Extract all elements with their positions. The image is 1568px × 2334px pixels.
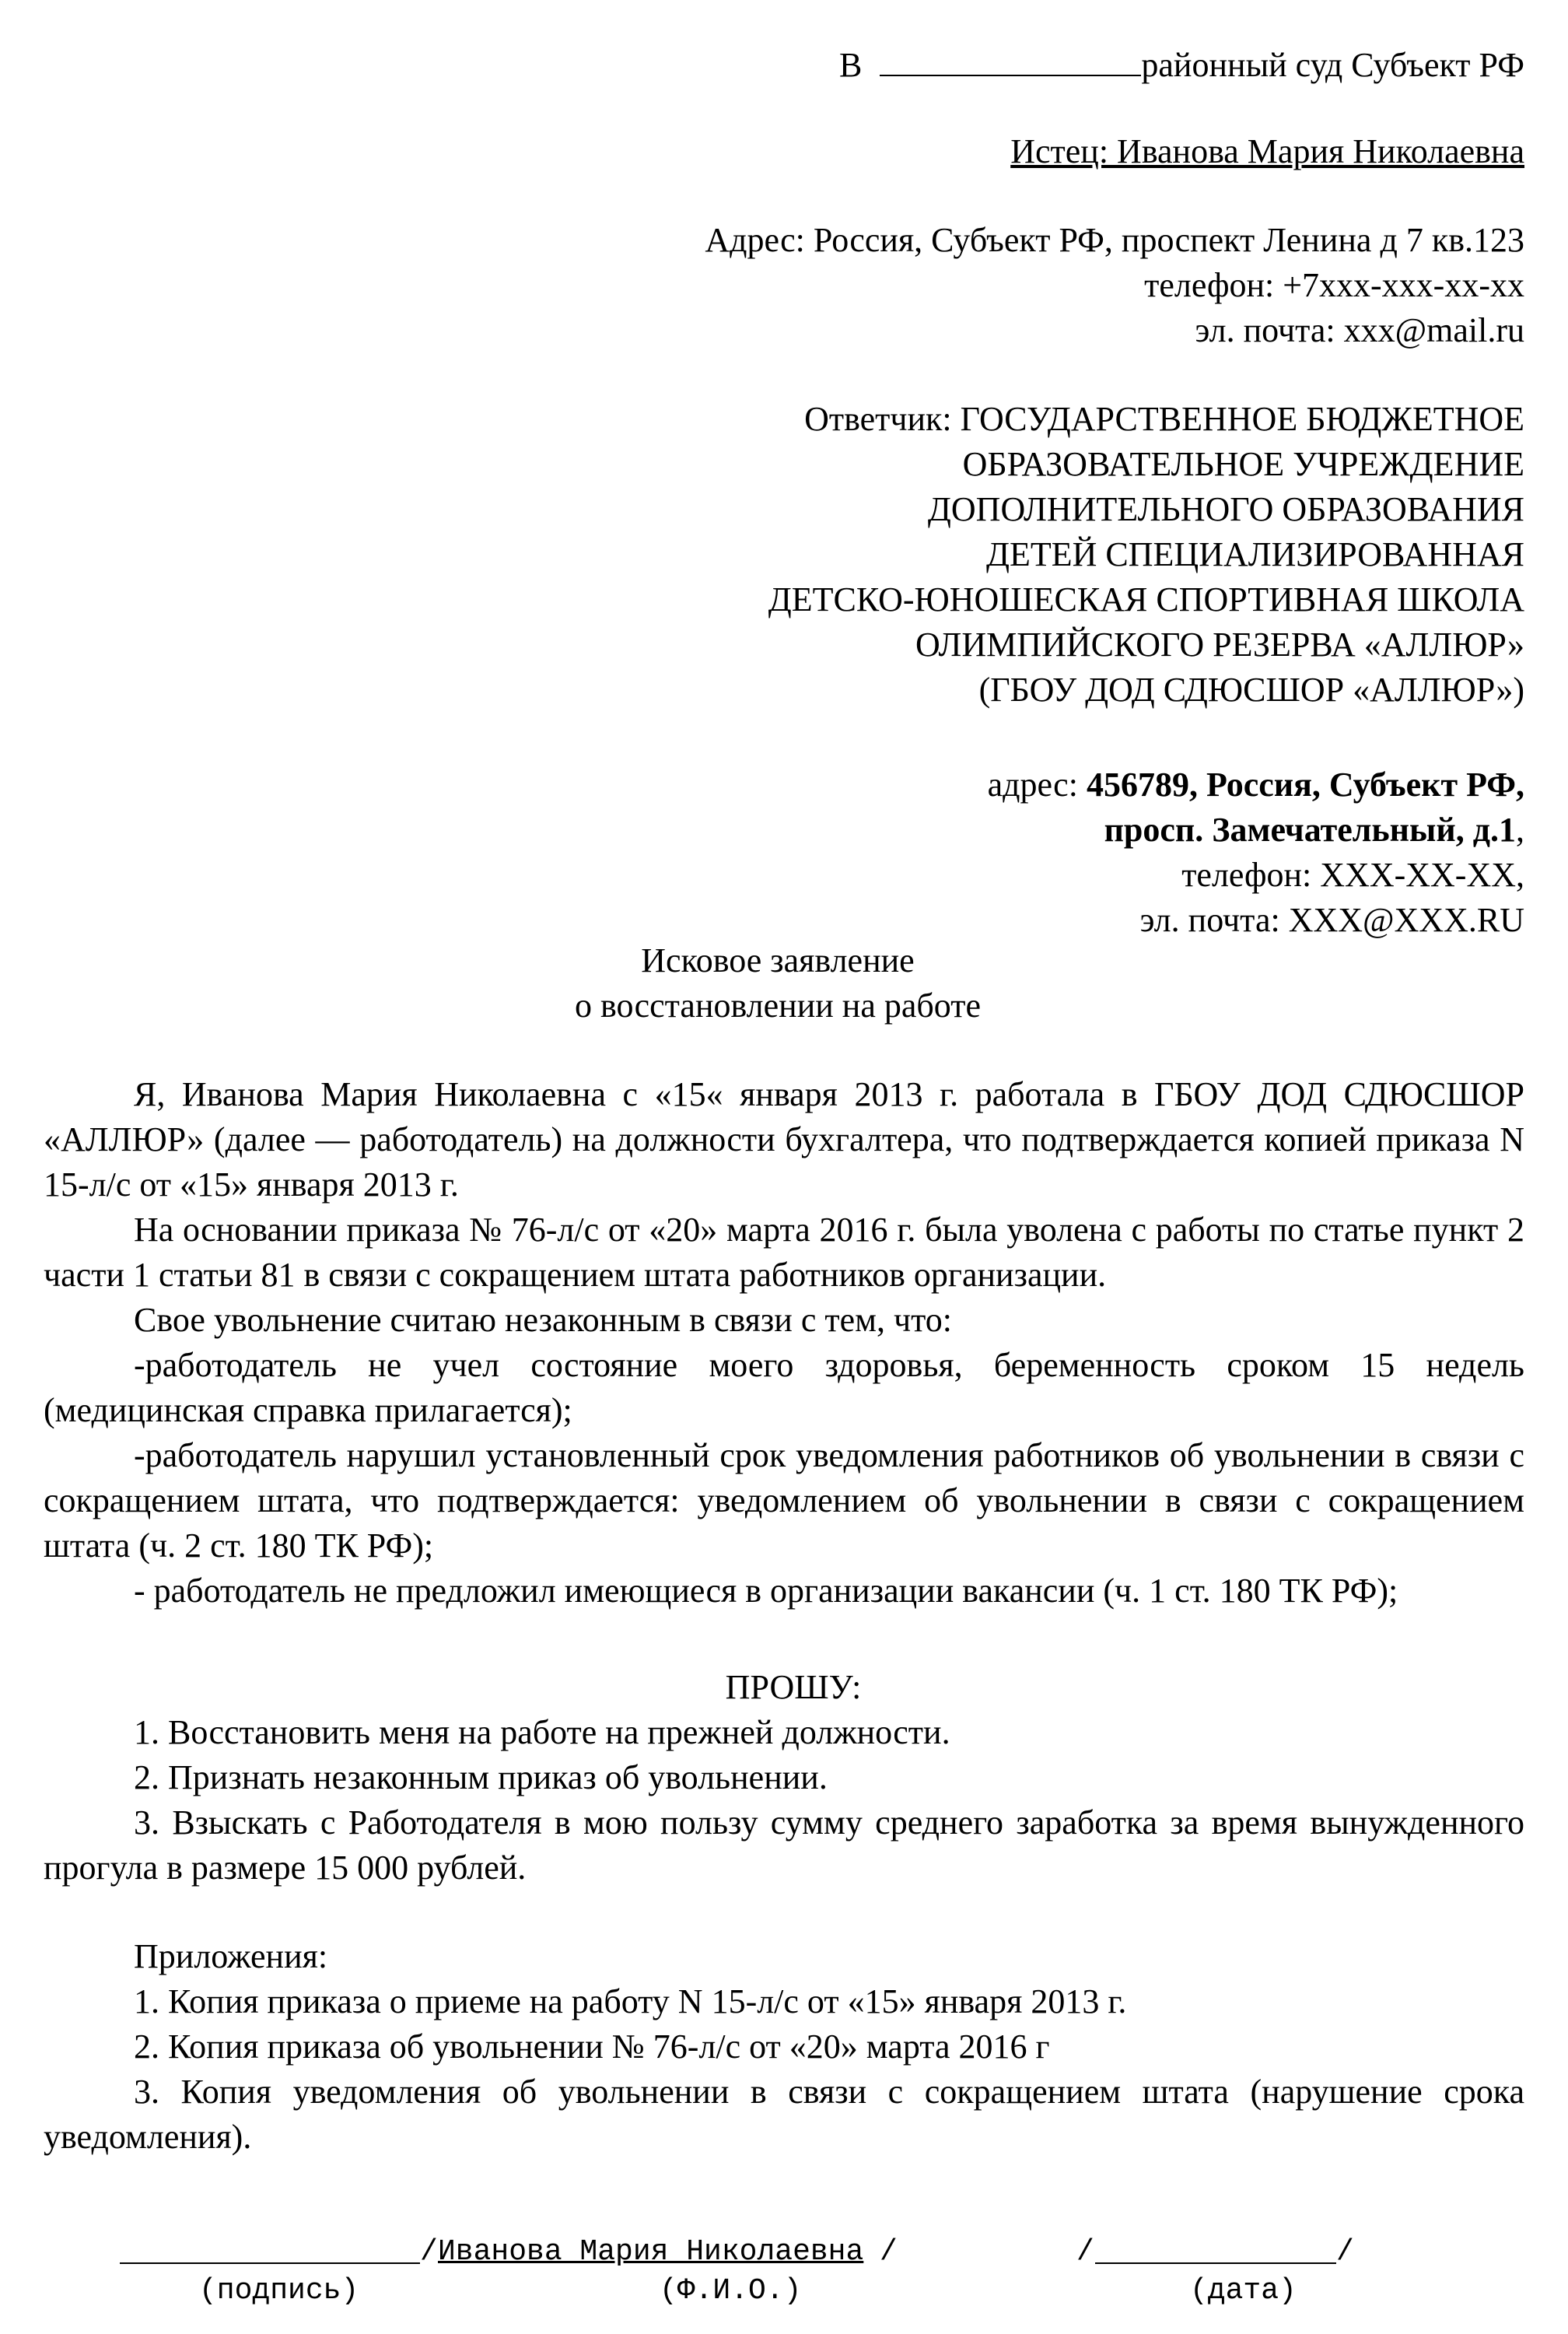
court-prefix: В (839, 46, 863, 84)
signature-slash-4: / (1336, 2235, 1354, 2269)
date-blank (1095, 2231, 1336, 2264)
attachment-item-2: 2. Копия приказа об увольнении № 76-л/с от «20» марта 2016 г (134, 2027, 1050, 2066)
defendant-email: эл. почта: ХХХ@ХХХ.RU (1139, 901, 1524, 939)
attachments-list (44, 1934, 1524, 2160)
court-name: районный суд Субъект РФ (1141, 46, 1524, 84)
date-label: (дата) (1190, 2274, 1297, 2308)
signature-slash-3: / (1076, 2235, 1094, 2269)
court-blank (880, 40, 1141, 76)
defendant-contacts (988, 762, 1524, 943)
signature-slash-1: / (420, 2235, 438, 2269)
defendant-line-4: ДЕТЕЙ СПЕЦИАЛИЗИРОВАННАЯ (986, 535, 1524, 573)
name-label: (Ф.И.О.) (660, 2274, 802, 2308)
attachment-item-3: 3. Копия уведомления об увольнении в связи с сокращением штата (нарушение срока уведомления). (44, 2073, 1524, 2156)
signature-label: (подпись) (199, 2274, 359, 2308)
request-list (44, 1710, 1524, 1891)
defendant-address-line-2 (988, 808, 1524, 853)
body-paragraph-2: На основании приказа № 76-л/с от «20» марта 2016 г. была уволена с работы по статье пункт 2 части 1 статьи 81 в связи с сокращением штата работников организации. (44, 1211, 1524, 1294)
plaintiff-email: эл. почта: ххх@mail.ru (1195, 311, 1524, 349)
body-paragraph-1: Я, Иванова Мария Николаевна с «15« января 2013 г. работала в ГБОУ ДОД СДЮСШОР «АЛЛЮР» (далее — работодатель) на должности бухгалтера, что подтверждается копией приказа N 15-л/с от «15» января 2013 г. (44, 1075, 1524, 1204)
request-item-2: 2. Признать незаконным приказ об увольнении. (134, 1758, 828, 1796)
plaintiff-phone: телефон: +7ххх-ххх-хх-хх (1144, 266, 1524, 304)
defendant-line-3: ДОПОЛНИТЕЛЬНОГО ОБРАЗОВАНИЯ (927, 490, 1524, 528)
body-paragraph-3: Свое увольнение считаю незаконным в связи с тем, что: (134, 1301, 952, 1339)
body-paragraph-5: -работодатель нарушил установленный срок уведомления работников об увольнении в связи с сокращением штата, что подтверждается: уведомлением об увольнении в связи с сокращением штата (ч. 2 ст. 180 ТК РФ); (44, 1436, 1524, 1565)
request-item-1: 1. Восстановить меня на работе на прежней должности. (134, 1713, 950, 1751)
signature-blank (120, 2231, 420, 2264)
defendant-line-5: ДЕТСКО-ЮНОШЕСКАЯ СПОРТИВНАЯ ШКОЛА (768, 580, 1524, 619)
title-line-1: Исковое заявление (641, 941, 915, 980)
defendant-address-bold-1: 456789, Россия, Субъект РФ, (1086, 766, 1524, 804)
defendant-address-label: адрес: (987, 766, 1087, 804)
plaintiff-name: Истец: Иванова Мария Николаевна (1010, 132, 1524, 170)
plaintiff-block (1010, 129, 1524, 174)
defendant-line-7: (ГБОУ ДОД СДЮСШОР «АЛЛЮР») (978, 671, 1524, 709)
claim-body (44, 1072, 1524, 1614)
request-heading: ПРОШУ: (725, 1668, 862, 1706)
body-paragraph-6: - работодатель не предложил имеющиеся в организации вакансии (ч. 1 ст. 180 ТК РФ); (134, 1572, 1398, 1610)
defendant-line-1: Ответчик: ГОСУДАРСТВЕННОЕ БЮДЖЕТНОЕ (804, 400, 1524, 438)
plaintiff-contacts (705, 218, 1524, 353)
title-line-2: о восстановлении на работе (575, 987, 981, 1025)
attachment-item-1: 1. Копия приказа о приеме на работу N 15-л/с от «15» января 2013 г. (134, 1982, 1127, 2020)
defendant-address-comma: , (1516, 811, 1524, 849)
defendant-address-line-1 (988, 762, 1524, 808)
defendant-phone: телефон: ХХХ-ХХ-ХХ, (1181, 856, 1524, 894)
defendant-address-bold-2: просп. Замечательный, д.1 (1104, 811, 1516, 849)
document-title (482, 938, 1073, 1029)
defendant-block (768, 397, 1524, 713)
request-item-3: 3. Взыскать с Работодателя в мою пользу сумму среднего заработка за время вынужденного прогула в размере 15 000 рублей. (44, 1803, 1524, 1887)
court-line (839, 40, 1524, 88)
defendant-line-6: ОЛИМПИЙСКОГО РЕЗЕРВА «АЛЛЮР» (915, 626, 1524, 664)
signature-slash-2: / (880, 2235, 898, 2269)
plaintiff-address: Адрес: Россия, Субъект РФ, проспект Ленина д 7 кв.123 (705, 221, 1524, 259)
body-paragraph-4: -работодатель не учел состояние моего здоровья, беременность сроком 15 недель (медицинская справка прилагается); (44, 1346, 1524, 1429)
defendant-line-2: ОБРАЗОВАТЕЛЬНОЕ УЧРЕЖДЕНИЕ (962, 445, 1524, 483)
attachments-heading: Приложения: (134, 1937, 328, 1975)
signature-full-name: Иванова Мария Николаевна (438, 2235, 864, 2269)
